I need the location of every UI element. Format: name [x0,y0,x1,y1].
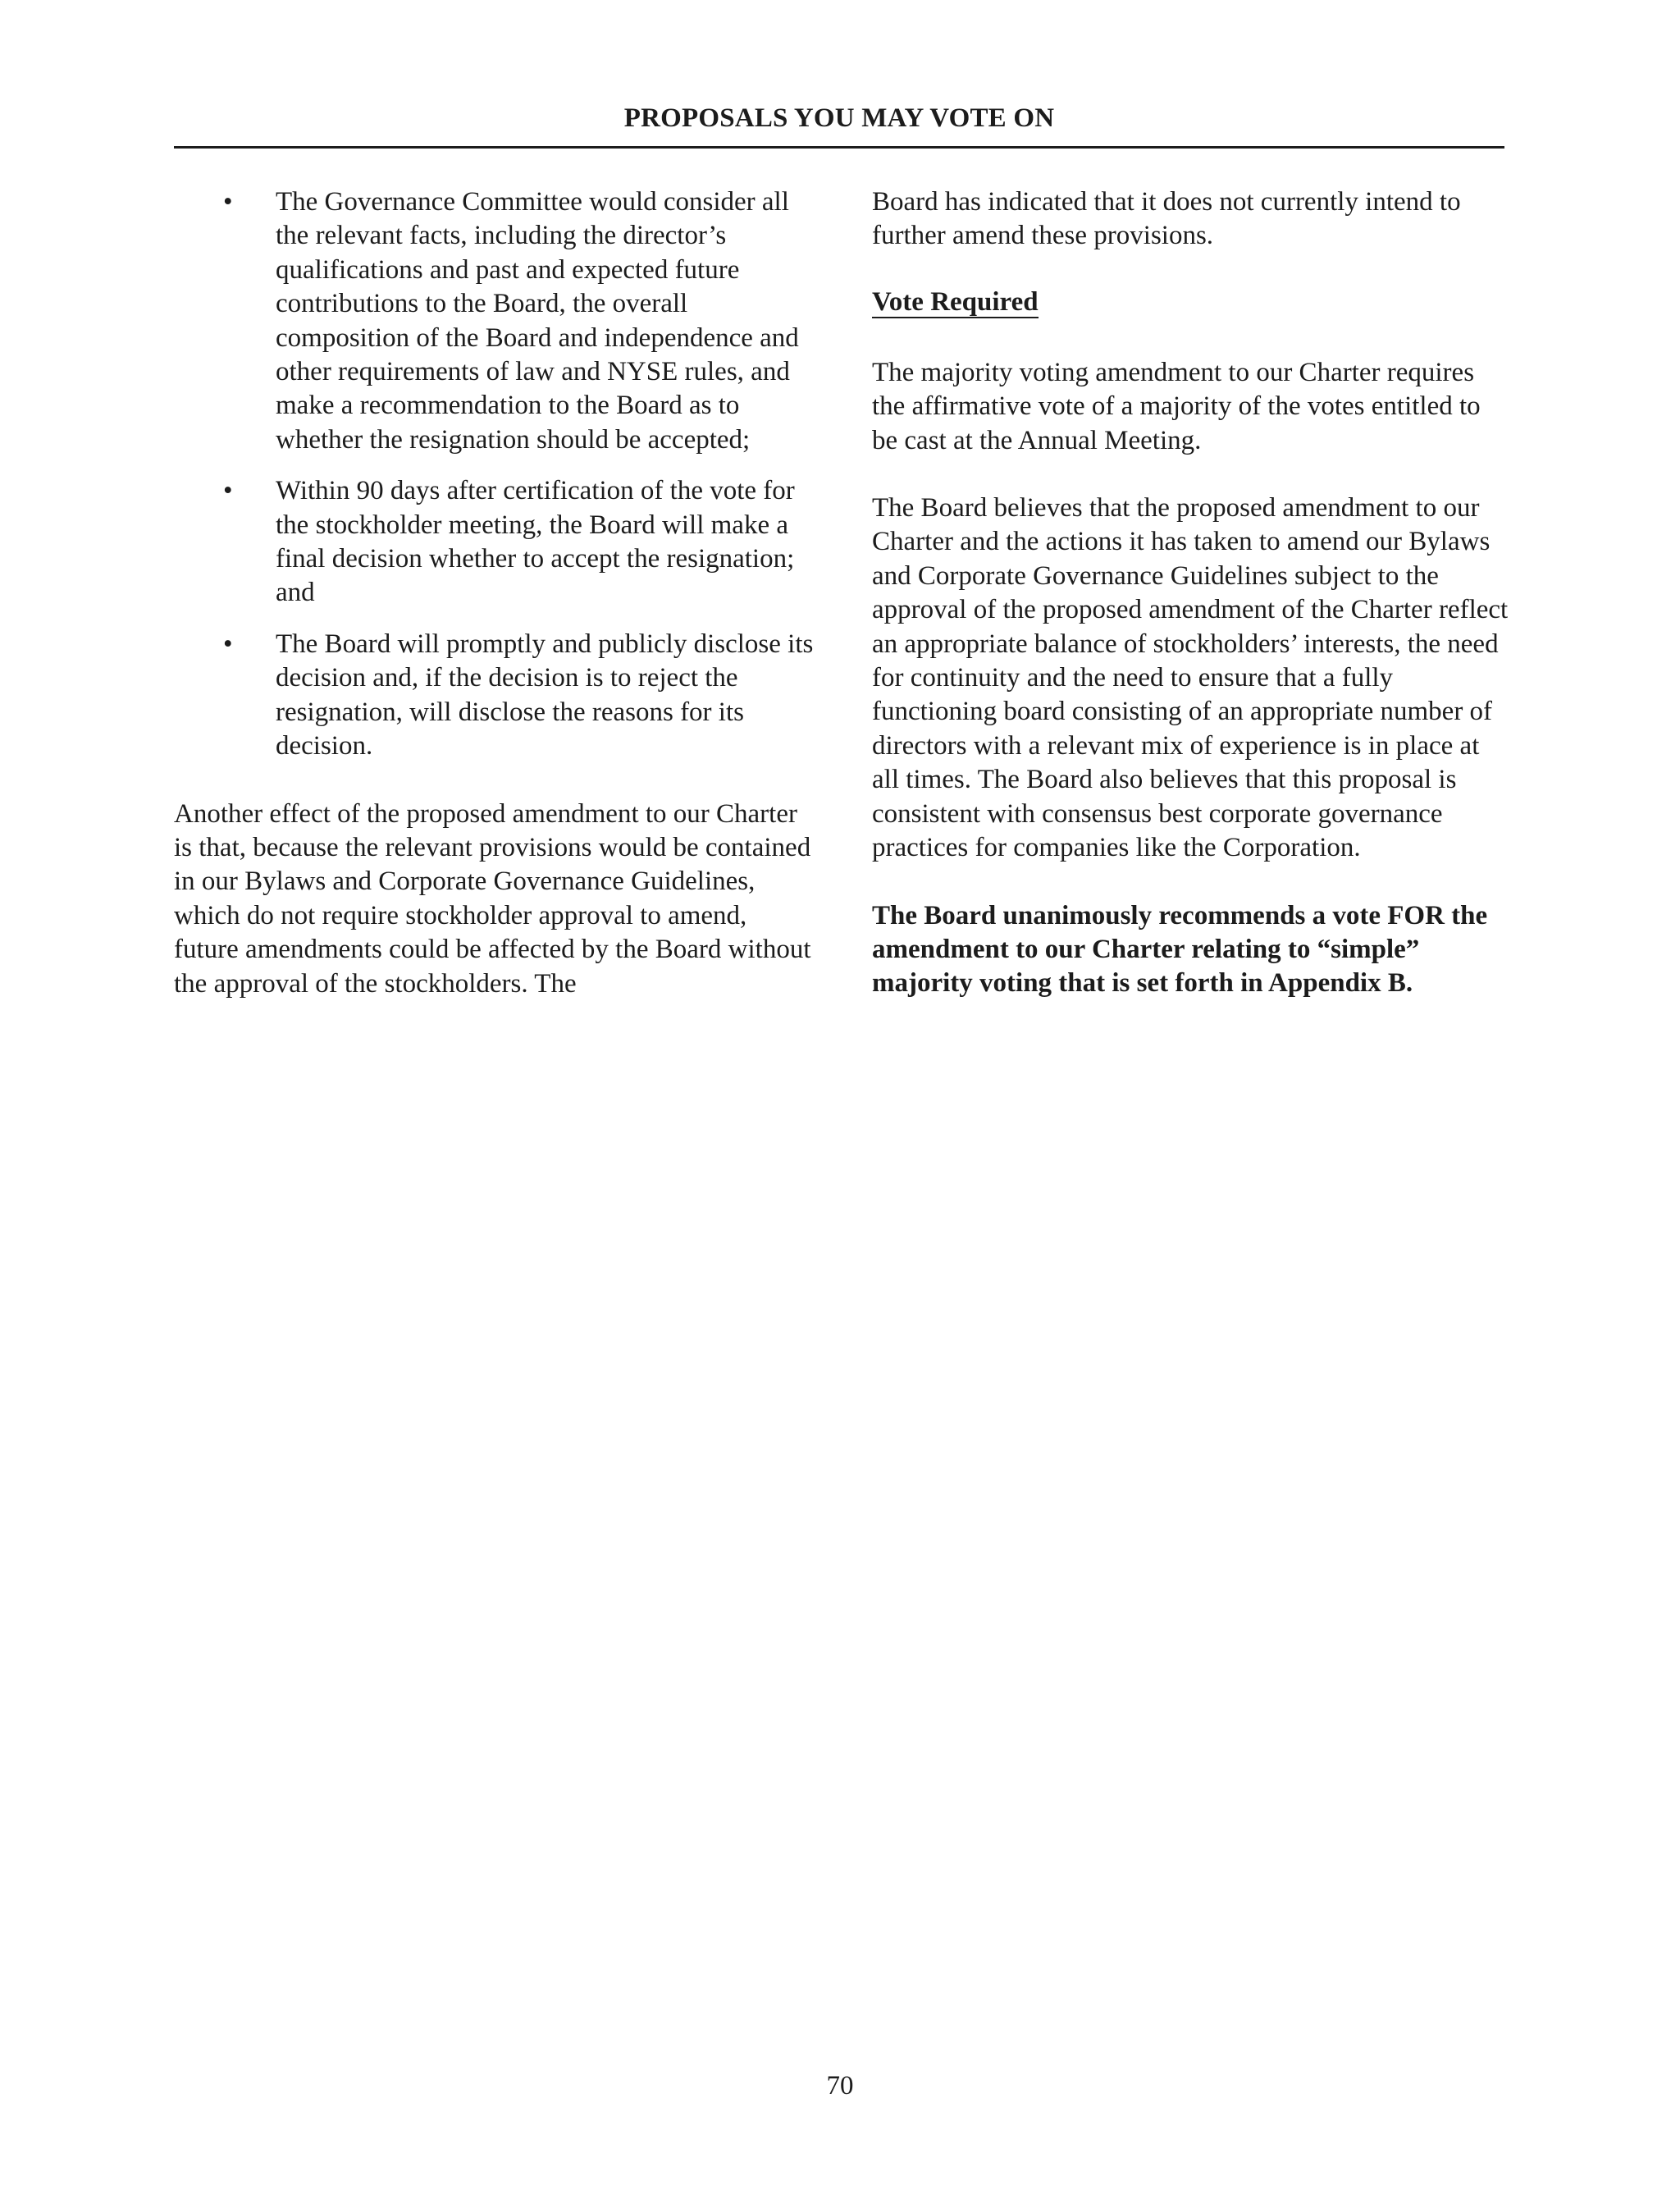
page-number: 70 [826,2071,854,2101]
list-item [174,628,814,764]
list-item-text: The Board will promptly and publicly disclose its decision and, if the decision is to reject the resignation, will disclose the reasons for its decision. [276,629,814,761]
resignation-process-list [174,185,814,764]
bullet-marker: • [223,629,233,659]
board-recommendation: The Board unanimously recommends a vote FOR the amendment to our Charter relating to “simple” majority voting that is set forth in Appendix B. [872,900,1488,999]
left-column [174,185,814,1001]
vote-required-paragraph: The majority voting amendment to our Charter requires the affirmative vote of a majority of the votes entitled to be cast at the Annual Meeting. [872,357,1481,455]
board-belief-paragraph: The Board believes that the proposed amendment to our Charter and the actions it has taken to amend our Bylaws and Corporate Governance Guidelines subject to the approval of the proposed amendment of the Charter reflect an appropriate balance of stockholders’ interests, the need for continuity and the need to ensure that a fully functioning board consisting of an appropriate number of directors with a relevant mix of experience is in place at all times. The Board also believes that this proposal is consistent with consensus best corporate governance practices for companies like the Corporation. [872,493,1509,863]
list-item [174,474,814,610]
list-item-text: The Governance Committee would consider all the relevant facts, including the director’s qualifications and past and expected future contributions to the Board, the overall composition of the Board and independence and other requirements of law and NYSE rules, and make a recommendation to the Board as to whether the resignation should be accepted; [276,187,799,455]
list-item-text: Within 90 days after certification of the vote for the stockholder meeting, the Board will make a final decision whether to accept the resignation; and [276,476,795,608]
bullet-marker: • [223,187,233,217]
section-heading-vote-required: Vote Required [872,286,1039,317]
right-column [872,185,1512,1001]
amendment-effect-paragraph: Another effect of the proposed amendment to our Charter is that, because the relevant provisions would be contained in our Bylaws and Corporate Governance Guidelines, which do not require stockholder approval to amend, future amendments could be affected by the Board without the approval of the stockholders. The [174,798,811,999]
list-item [174,185,814,457]
page-header [174,100,1504,149]
page-header-title: PROPOSALS YOU MAY VOTE ON [623,103,1055,133]
bullet-marker: • [223,476,233,506]
continuation-paragraph: Board has indicated that it does not currently intend to further amend these provisions. [872,187,1461,251]
